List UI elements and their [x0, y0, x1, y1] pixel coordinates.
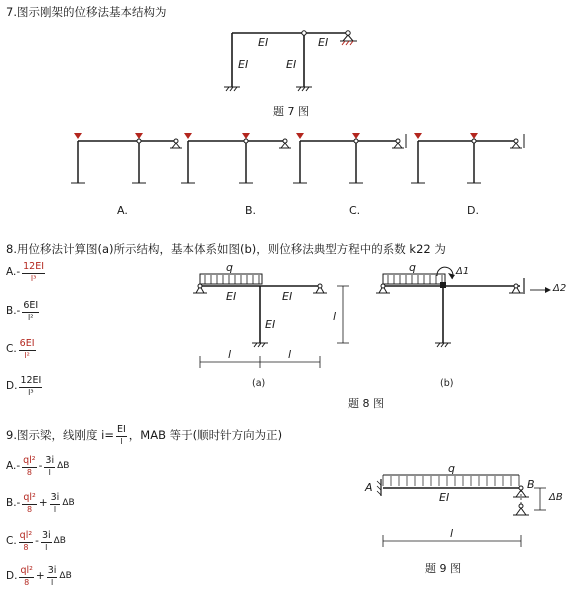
- q8b-caption: (b): [440, 378, 454, 389]
- q8b-delta2: Δ2: [553, 283, 567, 294]
- q9-option-c[interactable]: C. $\frac{\text{ql²}}{8}$ - $\frac{3i}{l}$ ΔB: [6, 530, 66, 552]
- q7-title: 7.图示刚架的位移法基本结构为: [6, 5, 167, 19]
- q9-title: 9.图示梁，线刚度 i= $\frac{EI}{l}$ ，MAB 等于(顺时针方向为正): [6, 424, 283, 446]
- q7-figure-label: 题 7 图: [273, 105, 309, 118]
- q8-option-b-fraction: $\frac{6EI}{\text{l²}}$: [23, 300, 39, 322]
- q7-option-a[interactable]: A.: [117, 204, 128, 217]
- q8-option-d-fraction: $\frac{12EI}{\text{l³}}$: [20, 375, 42, 397]
- q9-span-label: l: [450, 527, 454, 540]
- q8b-load-label: q: [409, 261, 416, 274]
- q9-node-a: A: [365, 481, 373, 494]
- q8a-span-left: l: [228, 348, 232, 361]
- q8a-load-label: q: [226, 261, 233, 274]
- q7-option-c[interactable]: C.: [349, 204, 361, 217]
- q9-figure-label: 题 9 图: [425, 562, 461, 575]
- q9-ei-label: EI: [439, 491, 450, 504]
- q9-option-d[interactable]: D. $\frac{\text{ql²}}{8}$ + $\frac{3i}{l}$ ΔB: [6, 565, 72, 587]
- q8-option-a-fraction: $\frac{12EI}{\text{l³}}$: [23, 261, 45, 283]
- q8a-ei-right: EI: [282, 290, 293, 303]
- q9-option-b[interactable]: B. - $\frac{\text{ql²}}{8}$ + $\frac{3i}{l}$ ΔB: [6, 492, 75, 514]
- q9-title-fraction: $\frac{EI}{l}$: [116, 424, 126, 446]
- q8a-span-right: l: [288, 348, 292, 361]
- q8-figure-label: 题 8 图: [348, 397, 384, 410]
- q8a-height: l: [333, 310, 337, 323]
- q8-option-a[interactable]: A. - $\frac{12EI}{\text{l³}}$: [6, 261, 45, 283]
- q7-ei-col-right: EI: [286, 58, 297, 71]
- q8b-delta1: Δ1: [456, 266, 470, 277]
- q8-option-c-fraction: $\frac{6EI}{\text{l²}}$: [19, 338, 35, 360]
- q8-option-c[interactable]: C. $\frac{6EI}{\text{l²}}$: [6, 338, 35, 360]
- q8a-ei-column: EI: [265, 318, 276, 331]
- q7-option-b[interactable]: B.: [245, 204, 257, 217]
- q7-ei-beam-left: EI: [258, 36, 269, 49]
- q9-node-b: B: [527, 478, 535, 491]
- q8a-ei-left: EI: [226, 290, 237, 303]
- q7-option-d[interactable]: D.: [467, 204, 479, 217]
- q9-load-label: q: [448, 462, 455, 475]
- q8-option-d[interactable]: D. $\frac{12EI}{\text{l³}}$: [6, 375, 42, 397]
- q7-ei-beam-right: EI: [318, 36, 329, 49]
- q9-delta-b: ΔB: [549, 492, 563, 503]
- q9-option-a[interactable]: A. - $\frac{\text{ql²}}{8}$ - $\frac{3i}{l}$ ΔB: [6, 455, 70, 477]
- q8-title: 8.用位移法计算图(a)所示结构，基本体系如图(b)，则位移法典型方程中的系数 k22 为: [6, 242, 446, 256]
- q8a-caption: (a): [252, 378, 266, 389]
- q7-ei-col-left: EI: [238, 58, 249, 71]
- q8-option-b[interactable]: B. - $\frac{6EI}{\text{l²}}$: [6, 300, 39, 322]
